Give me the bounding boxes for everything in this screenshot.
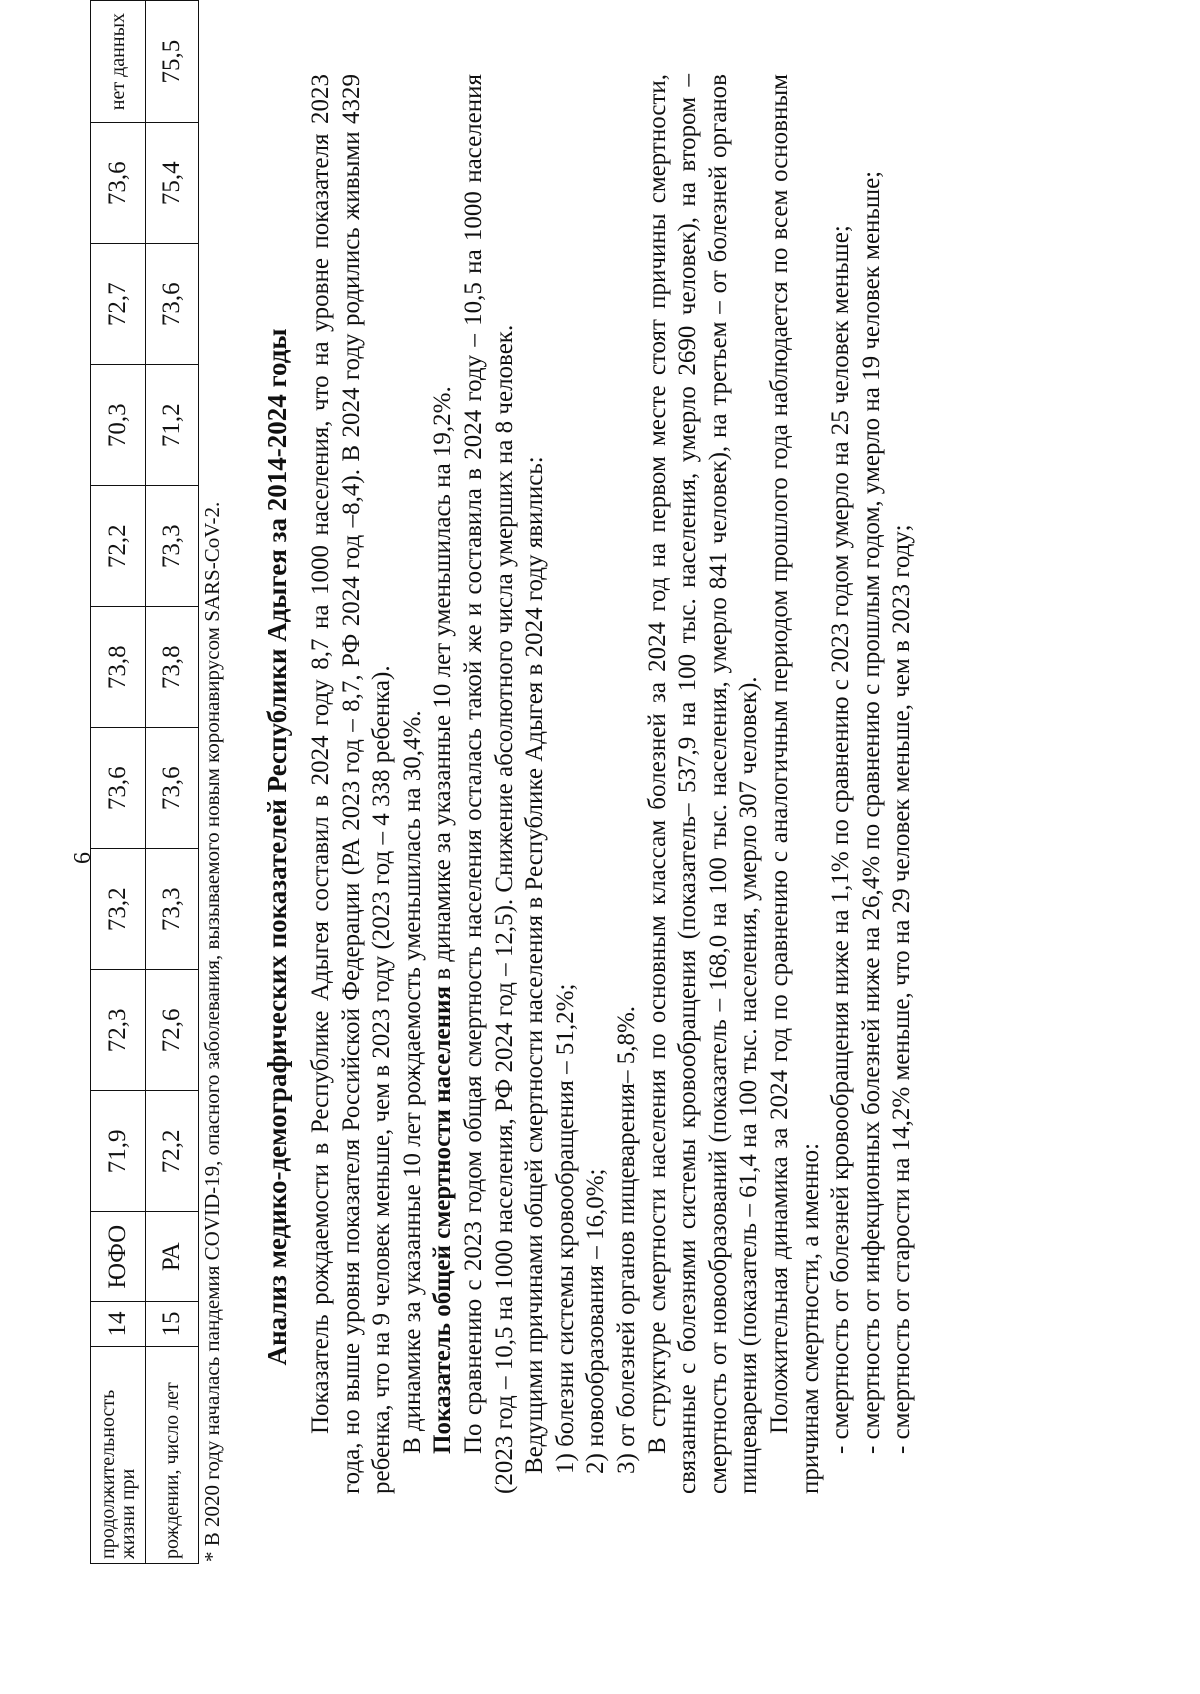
paragraph-causes-intro: Ведущими причинами общей смертности населения в Республике Адыгея в 2024 году явились: xyxy=(521,456,549,1474)
paragraph-circulatory: - смертность от болезней кровообращения ниже на 1,1% по сравнению с 2023 годом умерло на 25 человек меньше; xyxy=(827,225,855,1454)
value-cell: 70,3 xyxy=(91,365,146,486)
value-cell: 71,9 xyxy=(91,1091,146,1212)
value-cell: 73,8 xyxy=(91,607,146,728)
paragraph-birth-rate: Показатель рождаемости в Республике Адыгея составил в 2024 году 8,7 на 1000 населения, что на уровне показателя 2023 года, но выше уровня показателя Российской Федерации (РА 2023 год – 8,7, РФ 2024 год –8,4). В 2024 году родились живыми 4329 ребенка, что на 9 человек меньше, чем в 2023 году (2023 год – 4 338 ребенка). xyxy=(307,74,396,1494)
paragraph-structure: В структуре смертности населения по основным классам болезней за 2024 год на первом месте стоят причины смертности, связанные с болезнями системы кровообращения (показатель– 537,9 на 100 тыс. населения, умерло 2690 человек), на втором –смертность от новообразований (показатель – 168,0 на 100 тыс. населения, умерло 841 человек), на третьем – от болезней органов пищеварения (показатель – 61,4 на 100 тыс. населения, умерло 307 человек). xyxy=(643,74,763,1494)
value-cell: 73,6 xyxy=(146,244,199,365)
table-row xyxy=(146,1,199,1564)
mortality-term: Показатель общей смертности населения xyxy=(429,986,457,1454)
body-text xyxy=(306,74,918,1494)
row-number: 15 xyxy=(146,1302,199,1347)
page-number: 6 xyxy=(70,852,96,864)
region-cell: РА xyxy=(146,1212,199,1302)
value-cell: 73,6 xyxy=(146,728,199,849)
paragraph-birth-dynamics: В динамике за указанные 10 лет рождаемость уменьшилась на 30,4%. xyxy=(398,710,426,1454)
value-cell: 73,2 xyxy=(91,849,146,970)
value-cell-last: нет данных xyxy=(91,1,146,123)
value-cell: 71,2 xyxy=(146,365,199,486)
value-cell: 72,7 xyxy=(91,244,146,365)
paragraph-infectious: - смертность от инфекционных болезней ниже на 26,4% по сравнению с прошлым годом, умерло на 19 человек меньше; xyxy=(857,170,885,1454)
row-number: 14 xyxy=(91,1302,146,1347)
value-cell: 73,6 xyxy=(91,728,146,849)
table-row xyxy=(91,1,146,1564)
mortality-dynamics-text: в динамике за указанные 10 лет уменьшилась на 19,2%. xyxy=(429,386,457,987)
value-cell: 72,6 xyxy=(146,970,199,1091)
paragraph-old-age: - смертность от старости на 14,2% меньше, что на 29 человек меньше, чем в 2023 году; xyxy=(888,524,916,1454)
value-cell: 73,3 xyxy=(146,849,199,970)
value-cell: 72,2 xyxy=(91,486,146,607)
value-cell: 73,8 xyxy=(146,607,199,728)
section-heading: Анализ медико-демографических показателей Республики Адыгея за 2014-2024 годы xyxy=(262,328,292,1366)
region-cell: ЮФО xyxy=(91,1212,146,1302)
list-item: 1) болезни системы кровообращения – 51,2%; xyxy=(551,983,579,1474)
value-cell-last: 75,5 xyxy=(146,1,199,123)
life-expectancy-table xyxy=(90,0,199,1564)
paragraph-positive-dynamics: Положительная динамика за 2024 год по сравнению с аналогичным периодом прошлого года наблюдается по всем основным причинам смертности, а именно: xyxy=(765,74,824,1494)
value-cell: 72,2 xyxy=(146,1091,199,1212)
paragraph-mortality-dynamics xyxy=(428,74,459,1494)
footnote: * В 2020 году началась пандемия COVID-19, опасного заболевания, вызываемого новым коронавирусом SARS-CoV-2. xyxy=(200,501,224,1562)
list-item: 3) от болезней органов пищеварения– 5,8%. xyxy=(612,1005,640,1474)
list-item: 2) новообразования – 16,0%; xyxy=(582,1168,610,1474)
row-label: продолжительность жизни при xyxy=(91,1347,146,1564)
value-cell: 73,3 xyxy=(146,486,199,607)
row-label: рождении, число лет xyxy=(146,1347,199,1564)
value-cell: 72,3 xyxy=(91,970,146,1091)
paragraph-mortality-comparison: По сравнению с 2023 годом общая смертность населения осталась такой же и составила в 2024 году – 10,5 на 1000 населения (2023 год – 10,5 на 1000 населения, РФ 2024 год – 12,5). Снижение абсолютного числа умерших на 8 человек. xyxy=(459,74,518,1494)
value-cell: 73,6 xyxy=(91,123,146,244)
value-cell: 75,4 xyxy=(146,123,199,244)
